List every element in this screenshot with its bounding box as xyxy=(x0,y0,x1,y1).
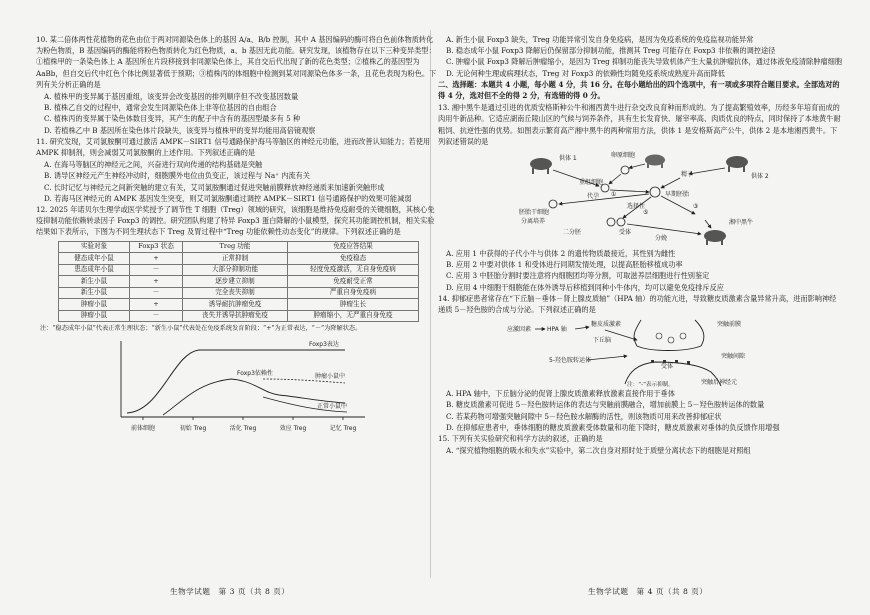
table-cell: 健态成年小鼠 xyxy=(59,253,130,265)
curve-label: 正常小鼠中 xyxy=(317,403,348,411)
presynaptic-neuron xyxy=(634,320,704,351)
table-cell: － xyxy=(130,287,183,299)
diagram-label: 突触后神经元 xyxy=(701,379,738,387)
figure-label: 精子 xyxy=(681,171,694,179)
cattle-breeding-flowchart xyxy=(515,148,769,248)
table-cell: 肿瘤小鼠 xyxy=(59,310,130,322)
question-12-option-d: D. 无论何种生理或病理状态，Treg 对 Foxp3 的依赖性均随免疫系统成熟度升高而降低 xyxy=(446,68,725,78)
figure-label: 卵原细胞 xyxy=(611,152,636,160)
x-tick-label: 初始 Treg xyxy=(179,425,207,433)
table-cell: － xyxy=(130,310,183,322)
table-cell: 严重自身免疫病 xyxy=(288,287,419,299)
split-embryo xyxy=(617,218,625,226)
curve-label: 肿瘤小鼠中 xyxy=(315,373,346,381)
diagram-label: HPA 轴 xyxy=(547,326,567,334)
table-cell: 新生小鼠 xyxy=(59,287,130,299)
figure-label: 早期胚胎 xyxy=(665,191,690,199)
table-header-cell: Foxp3 状态 xyxy=(130,241,183,253)
figure-label: 湘中黑牛 xyxy=(729,219,754,227)
flow-arrows xyxy=(553,164,725,237)
question-11-option-b: B. 诱导区神经元产生神经冲动时，细胞膜外电位由负变正，该过程与 Na⁺ 内流有关 xyxy=(44,171,310,181)
question-12-option-b: B. 稳态成年小鼠 Foxp3 降解后仍保留部分抑制功能，推测其 Treg 可能存在 Foxp3 非依赖的调控途径 xyxy=(446,46,776,56)
figure-label: 二分胚 xyxy=(563,229,582,237)
cow-icon xyxy=(726,156,748,172)
question-14-option-c: C. 若某药物可增强突触间隙中 5－羟色胺水解酶的活性，则该物质可用来改善抑郁症状 xyxy=(446,411,722,421)
footer-page-3: 生物学试题 第 3 页（共 8 页） xyxy=(170,587,290,596)
stem-cell xyxy=(549,200,557,208)
table-cell: 肿瘤生长 xyxy=(288,299,419,311)
figure-label: 分离培养 xyxy=(521,218,546,226)
table-cell: 完全丧失抑制 xyxy=(183,287,288,299)
question-15-option-a: A. “探究植物细胞的吸水和失水”实验中，第二次自身对照时处于质壁分离状态下的细胞是对照组 xyxy=(446,446,751,456)
table-row xyxy=(59,264,419,276)
egg-cell xyxy=(621,166,629,174)
foxp3-curve-figure xyxy=(103,335,373,445)
question-11-stem: 11. 研究发现，艾司氯胺酮可通过激活 AMPK－SIRT1 信号通路保护海马等脑区的神经元功能，进而改善认知能力；若使用 AMPK 抑制剂，则会减弱艾司氯胺酮的上述作用。下列叙述正确的是 xyxy=(36,136,431,158)
question-10-option-c: C. 植株丙的变异属于染色体数目变异，其产生的配子中含有的基因型最多有 5 种 xyxy=(44,114,301,124)
question-12-option-c: C. 肿瘤小鼠 Foxp3 降解后肿瘤缩小，是因为 Treg 抑制功能丧失导致机体产生大量抗肿瘤抗体，通过体液免疫清除肿瘤细胞 xyxy=(446,57,843,67)
table-cell: + xyxy=(130,299,183,311)
question-14-option-b: B. 糖皮质激素可促进 5－羟色胺转运体的表达与突触前膜融合，增加前膜上 5－羟色胺转运体的数量 xyxy=(446,400,765,410)
experiment-table xyxy=(58,241,419,323)
question-13-option-b: B. 应用 2 中要对供体 1 和受体进行同期发情处理，以提高胚胎移植成功率 xyxy=(446,260,683,270)
table-header-row xyxy=(59,241,419,253)
diagram-label: 突触前膜 xyxy=(717,321,742,329)
table-cell: + xyxy=(130,253,183,265)
question-10-option-d: D. 若植株乙中 B 基因所在染色体片段缺失，该变异与植株甲的变异均能用高倍镜观察 xyxy=(44,125,316,135)
table-row xyxy=(59,276,419,288)
table-row xyxy=(59,287,419,299)
table-cell: 诱导耐抗肿瘤免疫 xyxy=(183,299,288,311)
diagram-label: 下丘脑 xyxy=(593,337,612,345)
x-tick-label: 活化 Treg xyxy=(229,425,257,433)
table-row xyxy=(59,299,419,311)
table-cell: 新生小鼠 xyxy=(59,276,130,288)
question-11-option-a: A. 在海马等脑区的神经元之间，兴奋进行双向传递的结构基础是突触 xyxy=(44,160,263,170)
vesicle xyxy=(668,337,674,343)
question-14-stem: 14. 抑郁症患者常存在“下丘脑－垂体－肾上腺皮质轴”（HPA 轴）的功能亢进，导致糖皮质激素含量异常升高，进而影响神经递质 5－羟色胺的合成与分泌。下列叙述正确的是 xyxy=(438,293,837,315)
question-10-option-a: A. 植株甲的变异属于基因重组，该变异会改变基因的排列顺序但不改变基因数量 xyxy=(44,92,299,102)
table-cell: 轻度免疫激活，无自身免疫病 xyxy=(288,264,419,276)
curve-label: Foxp3表达 xyxy=(309,341,339,349)
split-embryo xyxy=(607,218,615,226)
table-header-cell: 免疫应答结果 xyxy=(288,241,419,253)
left-column xyxy=(36,34,440,445)
right-column xyxy=(438,34,842,456)
figure-label: ① xyxy=(611,191,617,199)
table-cell: 肿瘤小鼠 xyxy=(59,299,130,311)
table-cell: 大部分抑制功能 xyxy=(183,264,288,276)
table-header-cell: 实验对象 xyxy=(59,241,130,253)
foxp3-expression-curve xyxy=(127,350,348,413)
figure-label: 代孕 xyxy=(587,193,600,201)
figure-label: ⑤ xyxy=(643,209,649,217)
question-14-option-a: A. HPA 轴中，下丘脑分泌的促肾上腺皮质激素释放激素直接作用于垂体 xyxy=(446,389,675,399)
table-cell: 免疫稳态 xyxy=(288,253,419,265)
vesicle xyxy=(656,333,662,339)
diagram-note: 注：“-”表示抑制。 xyxy=(627,382,674,389)
x-tick-label: 记忆 Treg xyxy=(329,425,357,433)
figure-label: 胚胎干细胞 xyxy=(519,209,550,217)
question-11-option-c: C. 长时记忆与神经元之间新突触的建立有关，艾司氯胺酮通过促进突触前膜释放神经递质来加速新突触形成 xyxy=(44,182,385,192)
table-cell: 免疫耐受正常 xyxy=(288,276,419,288)
question-12-stem: 12. 2025 年诺贝尔生理学或医学奖授予了调节性 T 细胞（Treg）领域的研究，该细胞是维持免疫耐受的关键细胞，其核心免疫抑制功能依赖转录因子 Foxp3 的调控。研究团队构建了特异 Foxp3 蛋白降解的小鼠模型，探究其功能调控机制，相关实验结果如下表所示，下图为不同生理状态下 Treg 及胃过程中“Treg 功能依赖性动态变化”的规律。下列叙述正确的是 xyxy=(36,205,435,237)
x-tick-label: 前体细胞 xyxy=(130,425,156,433)
cow-icon xyxy=(645,155,665,169)
vesicle xyxy=(680,333,686,339)
question-13-option-d: D. 应用 4 中细胞干细胞能在体外诱导后移植到同种小牛体内，均可以避免免疫排斥反应 xyxy=(446,282,724,292)
table-cell: 肿瘤缩小，无严重自身免疫 xyxy=(288,310,419,322)
early-embryo xyxy=(650,187,660,197)
figure-label: 供体 1 xyxy=(559,155,577,163)
question-14-option-d: D. 在抑郁症患者中，垂体细胞的糖皮质激素受体数量和功能下降时，糖皮质激素对垂体的负反馈作用增强 xyxy=(446,422,780,432)
table-row xyxy=(59,253,419,265)
x-tick-label: 效应 Treg xyxy=(279,425,307,433)
question-13-stem: 13. 湘中黑牛是通过引进的优质安格斯种公牛和湘西黄牛进行杂交改良育种而形成的。为了提高繁殖效率，历经多年培育而成的肉用牛新品种。它适应湖南丘陵山区的气候与饲养条件，具有生长发育快、屠宰率高、肉质优良的特点，同时保持了本地黄牛耐粗饲、抗逆性强的优势。如图表示繁育高产湘中黑牛的两种常用方法，供体 1 是安格斯高产公牛，供体 2 是本地湘西黄牛。下列叙述错误的是 xyxy=(438,103,841,146)
section-2-heading: 二、选择题：本题共 4 小题，每小题 4 分，共 16 分。在每小题给出的四个选项中，有一项或多项符合题目要求。全部选对的得 4 分，选对但不全的得 2 分，有选错的得 0 分。 xyxy=(438,79,840,101)
figure-label: 选择性 xyxy=(627,203,646,211)
diagram-label: 突触间隙 xyxy=(721,353,746,361)
table-header-cell: Treg 功能 xyxy=(183,241,288,253)
figure-label: ③ xyxy=(693,203,699,211)
figure-label: 受体 xyxy=(619,229,632,237)
figure-label: 分娩 xyxy=(655,235,668,243)
cow-icon xyxy=(704,230,726,245)
diagram-label: 应激因素 xyxy=(507,326,532,334)
table-cell: + xyxy=(130,276,183,288)
diagram-label: 受体 xyxy=(661,363,674,371)
diagram-label: 糖皮质激素 xyxy=(591,321,622,329)
x-tick-marks xyxy=(143,417,343,420)
table-row xyxy=(59,310,419,322)
table-cell: － xyxy=(130,264,183,276)
hpa-axis-diagram xyxy=(505,316,775,388)
cow-icon xyxy=(530,158,552,174)
table-cell: 逐步建立抑制 xyxy=(183,276,288,288)
figure-label: 重组细胞 xyxy=(579,179,604,187)
figure-label: 供体 2 xyxy=(751,173,769,181)
table-cell: 丧失并诱导抗肿瘤免疫 xyxy=(183,310,288,322)
question-12-option-a: A. 新生小鼠 Foxp3 缺失，Treg 功能异常引发自身免疫病，是因为免疫系统的免疫监视功能异常 xyxy=(446,35,754,44)
table-note: 注：“稳态成年小鼠”代表正常生理状态；“新生小鼠”代表处在免疫系统发育阶段；“+”为正常表达，“－”为降解状态。 xyxy=(40,325,362,333)
question-11-option-d: D. 若海马区神经元的 AMPK 基因发生突变，则艾司氯胺酮通过调控 AMPK－SIRT1 信号通路保护的效果可能减弱 xyxy=(44,193,412,203)
question-10-stem: 10. 某二倍体两性花植物的花色由位于两对同源染色体上的基因 A/a、B/b 控制，其中 A 基因编码的酶可将白色前体物质转化为粉色物质，B 基因编码的酶能将粉色物质转化为红色物质，a、b 基因无此功能。研究发现，该植物存在以下三种变异类型：①植株甲的一条染色体上 A 基因所在片段移接到非同源染色体上，其自交后代出现了新的花色类型；②植株乙的基因型为 AaBb，但自交后代中红色个体比例显著低于预期；③植株丙的体细胞中检测到某对同源染色体多一条，且花色表现为粉色。下列有关分析正确的是 xyxy=(36,35,437,89)
table-cell: 患态成年小鼠 xyxy=(59,264,130,276)
footer-page-4: 生物学试题 第 4 页（共 8 页） xyxy=(588,587,708,596)
question-13-option-c: C. 应用 3 中胚胎分割时要注意将内细胞团均等分割，可取滋养层细胞进行性别鉴定 xyxy=(446,271,710,281)
table-cell: 正常抑制 xyxy=(183,253,288,265)
question-13-option-a: A. 应用 1 中获得的子代小牛与供体 2 的遗传物质最接近，其性别为雌性 xyxy=(446,249,676,259)
question-10-option-b: B. 植株乙自交的过程中，通常会发生同源染色体上非等位基因的自由组合 xyxy=(44,103,277,113)
question-15-stem: 15. 下列有关实验研究和科学方法的叙述，正确的是 xyxy=(438,434,603,444)
recombined-cell xyxy=(601,184,609,192)
curve-label: Foxp3依赖性 xyxy=(237,370,273,378)
diagram-label: 5-羟色胺转运体 xyxy=(549,357,591,365)
